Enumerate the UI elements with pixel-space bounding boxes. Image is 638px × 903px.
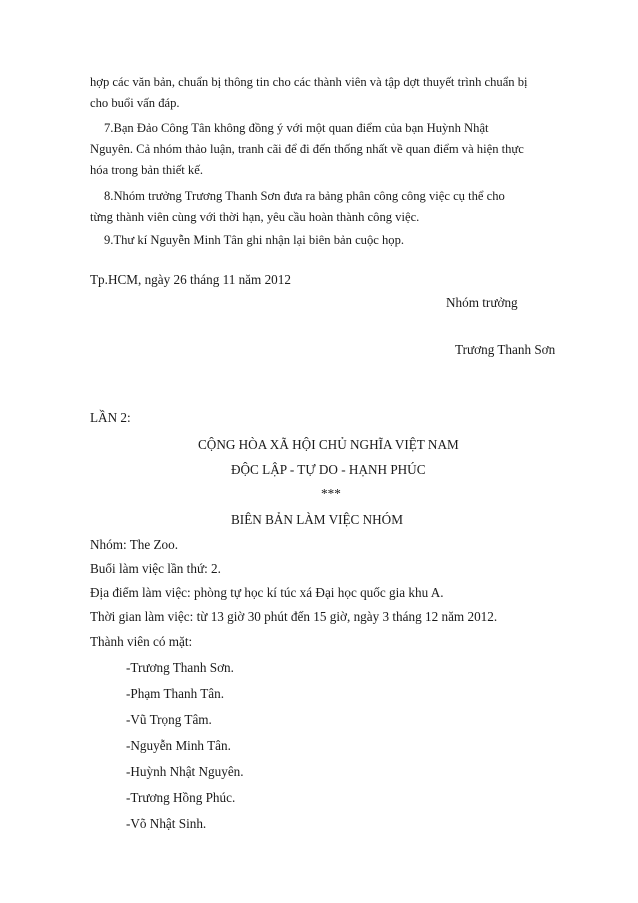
- member-item: -Vũ Trọng Tâm.: [126, 712, 212, 727]
- stars-divider: ***: [321, 486, 341, 501]
- member-item: -Trương Thanh Sơn.: [126, 660, 234, 675]
- members-label: Thành viên có mặt:: [90, 634, 193, 649]
- document-title: BIÊN BẢN LÀM VIỆC NHÓM: [231, 512, 403, 527]
- session-number: Buổi làm việc lần thứ: 2.: [90, 561, 221, 576]
- item-9-line: 9.Thư kí Nguyễn Minh Tân ghi nhận lại biên bản cuộc họp.: [104, 233, 405, 247]
- meeting-location: Địa điểm làm việc: phòng tự học kí túc xá Đại học quốc gia khu A.: [90, 585, 444, 600]
- meeting-time: Thời gian làm việc: từ 13 giờ 30 phút đến 15 giờ, ngày 3 tháng 12 năm 2012.: [90, 609, 498, 624]
- paragraph-line: cho buổi vấn đáp.: [90, 96, 180, 110]
- paragraph-line: hợp các văn bản, chuẩn bị thông tin cho các thành viên và tập dợt thuyết trình chuẩn bị: [90, 75, 528, 89]
- member-item: -Huỳnh Nhật Nguyên.: [126, 764, 244, 779]
- signature-role: Nhóm trưởng: [446, 295, 518, 310]
- group-name: Nhóm: The Zoo.: [90, 537, 179, 552]
- member-item: -Phạm Thanh Tân.: [126, 686, 225, 701]
- item-7-line: 7.Bạn Đảo Công Tân không đồng ý với một quan điểm của bạn Huỳnh Nhật: [104, 121, 489, 135]
- member-item: -Nguyễn Minh Tân.: [126, 738, 231, 753]
- nation-heading: CỘNG HÒA XÃ HỘI CHỦ NGHĨA VIỆT NAM: [198, 437, 459, 452]
- section-label: LẦN 2:: [90, 410, 131, 425]
- item-8-line: từng thành viên cùng với thời hạn, yêu cầu hoàn thành công việc.: [90, 210, 420, 224]
- place-date: Tp.HCM, ngày 26 tháng 11 năm 2012: [90, 272, 291, 287]
- item-7-line: hóa trong bản thiết kế.: [90, 163, 203, 177]
- member-item: -Võ Nhật Sinh.: [126, 816, 207, 831]
- signature-name: Trương Thanh Sơn: [455, 342, 556, 357]
- item-7-line: Nguyên. Cả nhóm thảo luận, tranh cãi để đi đến thống nhất về quan điểm và hiện thực: [90, 142, 524, 156]
- member-item: -Trương Hồng Phúc.: [126, 790, 236, 805]
- item-8-line: 8.Nhóm trưởng Trương Thanh Sơn đưa ra bảng phân công công việc cụ thể cho: [104, 189, 505, 203]
- motto-heading: ĐỘC LẬP - TỰ DO - HẠNH PHÚC: [231, 462, 426, 477]
